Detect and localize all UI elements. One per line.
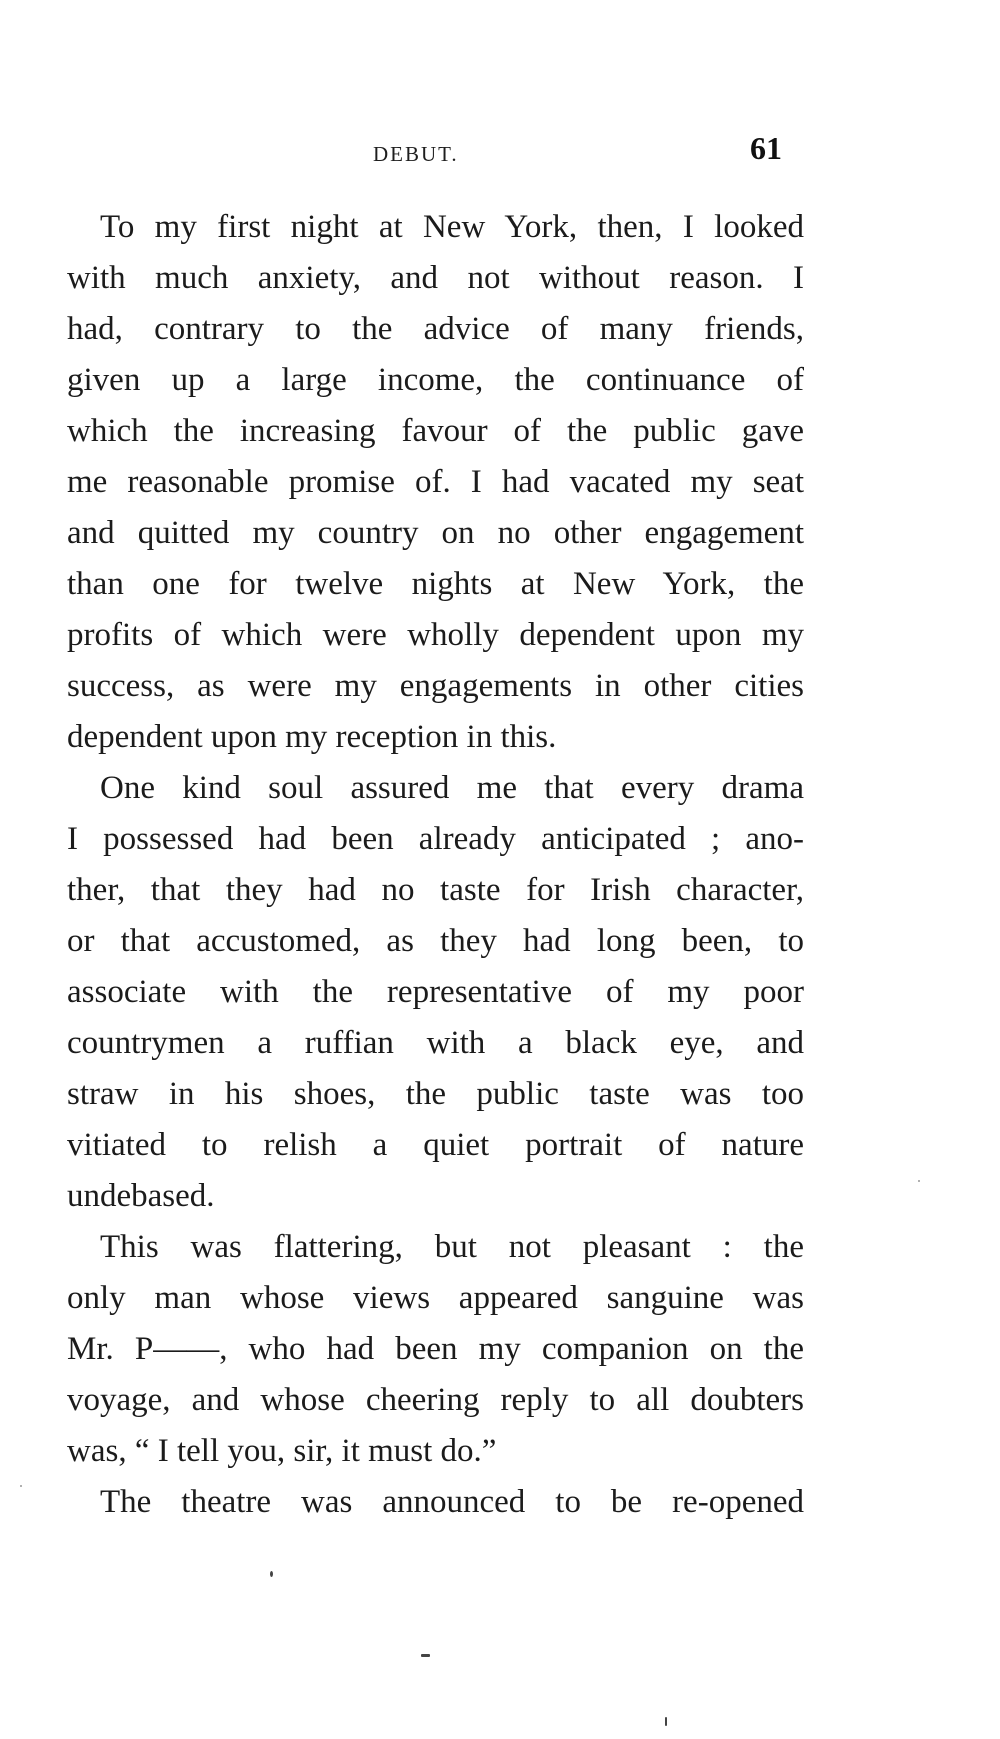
paragraph [67, 1222, 804, 1477]
text-line: voyage, and whose cheering reply to all doubters [67, 1382, 804, 1418]
text-line: or that accustomed, as they had long been, to [67, 923, 804, 959]
text-line: which the increasing favour of the public gave [67, 413, 804, 449]
page-header [0, 118, 1000, 178]
text-line: had, contrary to the advice of many friends, [67, 311, 804, 347]
page-number: 61 [750, 130, 782, 166]
text-line: I possessed had been already anticipated ; ano- [67, 821, 804, 857]
paper-speck [918, 1180, 920, 1182]
paper-speck [421, 1654, 430, 1657]
paper-speck [665, 1717, 667, 1726]
text-line: countrymen a ruffian with a black eye, and [67, 1025, 804, 1061]
text-line: associate with the representative of my poor [67, 974, 804, 1010]
paper-speck [270, 1571, 273, 1577]
text-line: To my first night at New York, then, I looked [100, 209, 804, 245]
text-line: ther, that they had no taste for Irish character, [67, 872, 804, 908]
body-text [67, 202, 804, 1528]
text-line: This was flattering, but not pleasant : the [100, 1229, 804, 1265]
text-line: only man whose views appeared sanguine was [67, 1280, 804, 1316]
text-line: success, as were my engagements in other cities [67, 668, 804, 704]
text-line: profits of which were wholly dependent upon my [67, 617, 804, 653]
text-line: given up a large income, the continuance of [67, 362, 804, 398]
text-line: undebased. [67, 1178, 215, 1214]
text-line: vitiated to relish a quiet portrait of nature [67, 1127, 804, 1163]
text-line: One kind soul assured me that every drama [100, 770, 804, 806]
paper-speck [20, 1485, 22, 1487]
text-line: dependent upon my reception in this. [67, 719, 557, 755]
text-line: The theatre was announced to be re-opened [100, 1484, 804, 1520]
text-line: than one for twelve nights at New York, the [67, 566, 804, 602]
text-line: Mr. P——, who had been my companion on the [67, 1331, 804, 1367]
text-line: straw in his shoes, the public taste was too [67, 1076, 804, 1112]
text-line: with much anxiety, and not without reason. I [67, 260, 804, 296]
text-line: me reasonable promise of. I had vacated my seat [67, 464, 804, 500]
text-line: and quitted my country on no other engagement [67, 515, 804, 551]
paragraph [67, 763, 804, 1222]
running-head: DEBUT. [373, 142, 459, 166]
paragraph [67, 202, 804, 763]
paragraph [67, 1477, 804, 1528]
text-line: was, “ I tell you, sir, it must do.” [67, 1433, 497, 1469]
